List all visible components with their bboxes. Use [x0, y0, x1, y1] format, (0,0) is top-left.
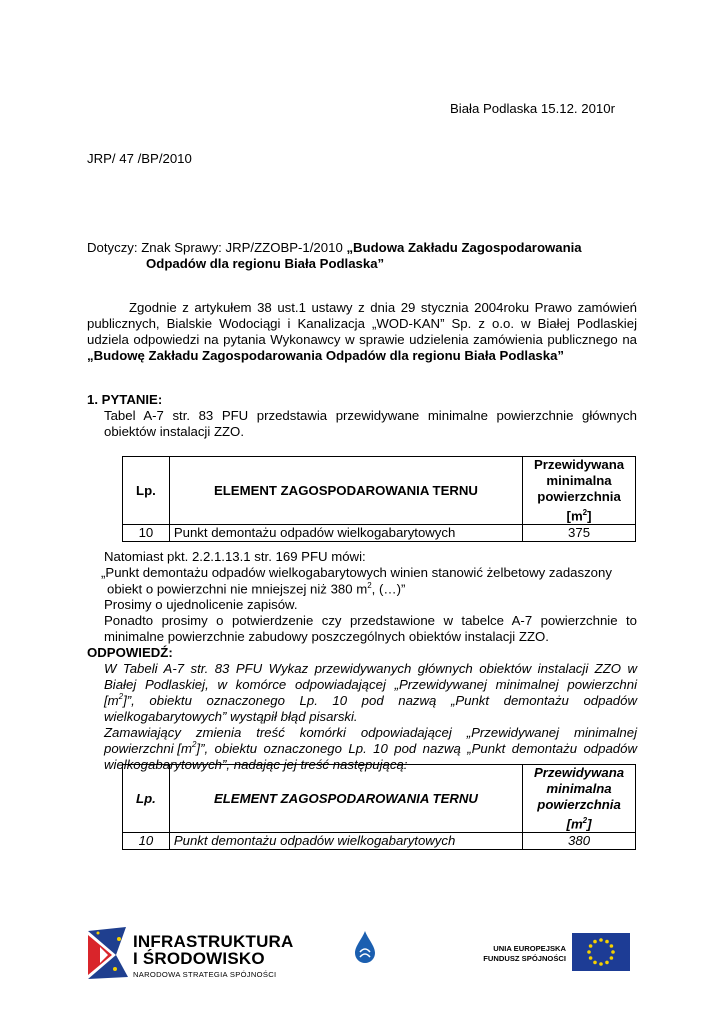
header-area-line3: powierzchnia — [537, 797, 621, 812]
header-area-line2: minimalna — [546, 473, 612, 488]
cell-lp: 10 — [123, 833, 170, 850]
question-after-line-5: Ponadto prosimy o potwierdzenie czy przedstawione w tabelce A-7 powierzchnie to — [104, 613, 637, 628]
cell-lp: 10 — [123, 525, 170, 542]
intro-line-2: publicznych, Bialskie Wodociągi i Kanalizacja „WOD-KAN” Sp. z o.o. w Białej Podlaskiej — [87, 316, 637, 331]
eu-line1: UNIA EUROPEJSKA — [493, 944, 566, 953]
table-header-row — [123, 765, 636, 833]
answer-line-3: [m 2 ]”, obiektu oznaczonego Lp. 10 pod nazwą „Punkt demontażu odpadów — [104, 692, 637, 708]
header-area — [523, 457, 636, 525]
question-line-2: obiektów instalacji ZZO. — [104, 424, 244, 439]
answer-heading: ODPOWIEDŹ: — [87, 645, 173, 660]
wodkan-drop-icon — [354, 930, 376, 964]
intro-line-4: „Budowę Zakładu Zagospodarowania Odpadów dla regionu Biała Podlaska” — [87, 348, 565, 363]
intro-line-1: Zgodnie z artykułem 38 ust.1 ustawy z dnia 29 stycznia 2004roku Prawo zamówień — [129, 300, 637, 315]
question-after-line-4: Prosimy o ujednolicenie zapisów. — [104, 597, 298, 612]
reference-number: JRP/ 47 /BP/2010 — [87, 151, 192, 166]
header-area-line3: powierzchnia — [537, 489, 621, 504]
answer-line-2: Białej Podlaskiej, w komórce odpowiadającej „Przewidywanej minimalnej powierzchni — [104, 677, 637, 692]
intro-line-3: udziela odpowiedzi na pytania Wykonawcy w sprawie udzielenia zamówienia publicznego na — [87, 332, 637, 347]
question-after-line-1: Natomiast pkt. 2.2.1.13.1 str. 169 PFU mówi: — [104, 549, 366, 564]
infrastruktura-logo — [86, 925, 294, 985]
header-element: ELEMENT ZAGOSPODAROWANIA TERNU — [169, 765, 522, 833]
subject-title-part1: „Budowa Zakładu Zagospodarowania — [346, 240, 582, 255]
question-heading: 1. PYTANIE: — [87, 392, 163, 407]
answer-line-7: wielkogabarytowych”, nadając jej treść następującą: — [104, 757, 408, 772]
header-area-unit: $[m^2]$ — [566, 816, 592, 832]
table-corrected — [122, 764, 636, 850]
eu-line2: FUNDUSZ SPÓJNOŚCI — [483, 954, 566, 963]
header-area-line1: Przewidywana — [533, 457, 625, 472]
infrastruktura-line1: INFRASTRUKTURA — [133, 932, 294, 951]
header-area-line2: minimalna — [546, 781, 612, 796]
cell-element: Punkt demontażu odpadów wielkogabarytowych — [169, 525, 522, 542]
question-after-line-6: minimalne powierzchnie zabudowy poszczególnych obiektów instalacji ZZO. — [104, 629, 549, 644]
cell-area: 380 — [523, 833, 636, 850]
table-row — [123, 833, 636, 850]
question-line-1: Tabel A-7 str. 83 PFU przedstawia przewidywane minimalne powierzchnie głównych — [104, 408, 637, 423]
header-area-line1: Przewidywana — [533, 765, 625, 780]
place-date: Biała Podlaska 15.12. 2010r — [450, 101, 615, 116]
infrastruktura-subtitle: NARODOWA STRATEGIA SPÓJNOŚCI — [133, 970, 277, 979]
answer-line-4: wielkogabarytowych” wystąpił błąd pisarski. — [104, 709, 358, 724]
table-original — [122, 456, 636, 542]
question-after-line-2: „Punkt demontażu odpadów wielkogabarytowych winien stanowić żelbetowy zadaszony — [101, 565, 612, 580]
answer-line-5: Zamawiający zmienia treść komórki odpowiadającej „Przewidywanej minimalnej — [104, 725, 637, 740]
table-header-row — [123, 457, 636, 525]
subject-prefix: Dotyczy: Znak Sprawy: JRP/ZZOBP-1/2010 — [87, 240, 347, 255]
subject-line — [87, 240, 582, 255]
subject-title-part2: Odpadów dla regionu Biała Podlaska” — [146, 256, 385, 271]
answer-line-1: W Tabeli A-7 str. 83 PFU Wykaz przewidywanych głównych obiektów instalacji ZZO w — [104, 661, 637, 676]
cell-element: Punkt demontażu odpadów wielkogabarytowych — [169, 833, 522, 850]
eu-flag-icon — [572, 933, 630, 971]
eu-fund-text — [474, 944, 566, 964]
header-area-unit: $[m^2]$ — [566, 508, 592, 524]
header-element: ELEMENT ZAGOSPODAROWANIA TERNU — [169, 457, 522, 525]
infrastruktura-emblem-icon — [86, 925, 130, 981]
answer-line-6: powierzchni [m 2 ]”, obiektu oznaczonego Lp. 10 pod nazwą „Punkt demontażu odpadów — [104, 740, 637, 756]
header-lp: Lp. — [123, 457, 170, 525]
header-area — [523, 765, 636, 833]
question-after-line-3: obiekt o powierzchni nie mniejszej niż 380 $m^2$, (…)” — [107, 581, 406, 597]
header-lp: Lp. — [123, 765, 170, 833]
cell-area: 375 — [523, 525, 636, 542]
table-row — [123, 525, 636, 542]
infrastruktura-line2: I ŚRODOWISKO — [133, 949, 265, 968]
infrastruktura-text — [133, 933, 294, 979]
